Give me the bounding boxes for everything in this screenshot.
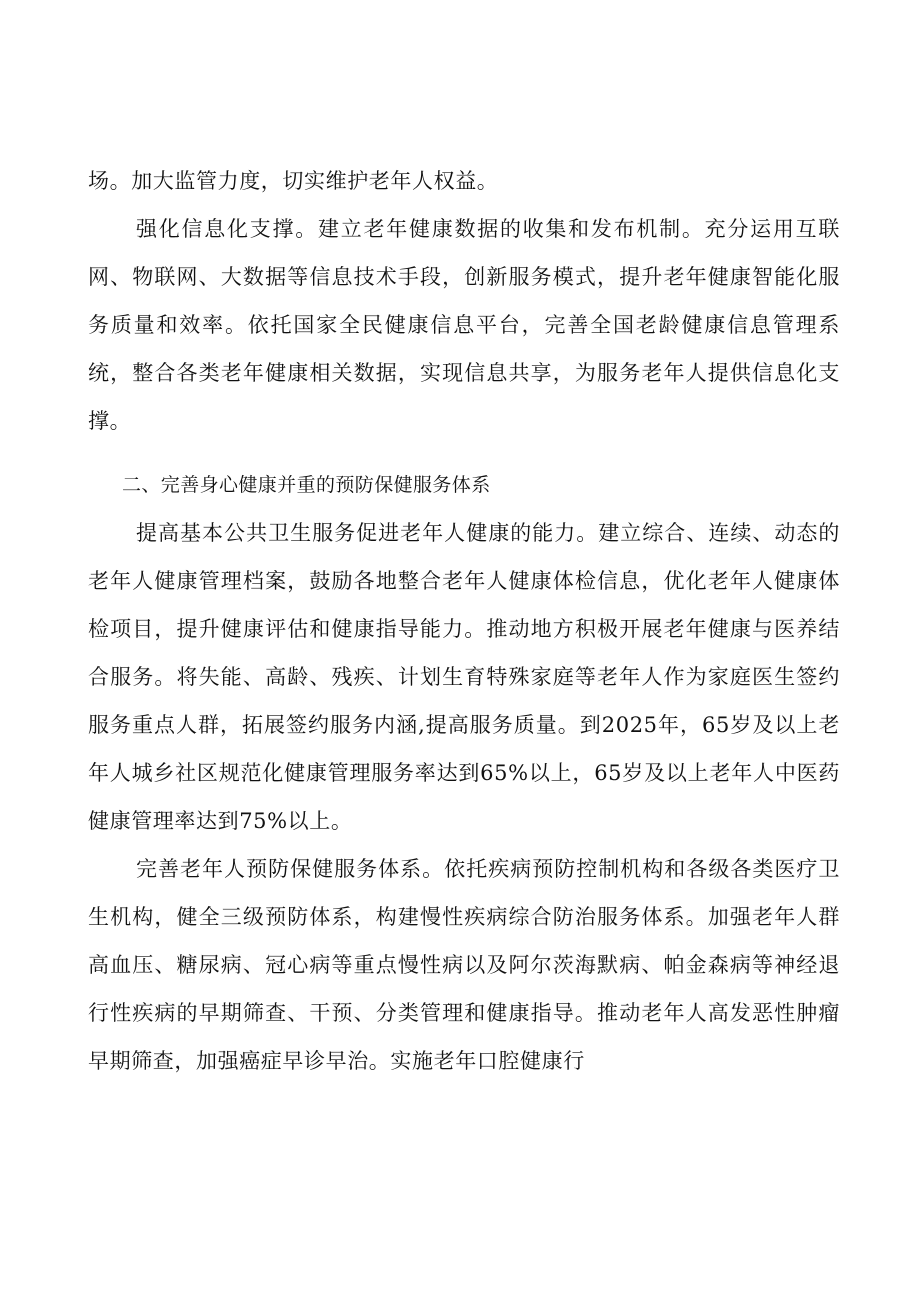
document-body [88, 157, 840, 1085]
paragraph-prevention-system: 完善老年人预防保健服务体系。依托疾病预防控制机构和各级各类医疗卫生机构，健全三级预防体系，构建慢性疾病综合防治服务体系。加强老年人群高血压、糖尿病、冠心病等重点慢性病以及阿尔茨海默病、帕金森病等神经退行性疾病的早期筛查、干预、分类管理和健康指导。推动老年人高发恶性肿瘤早期筛查，加强癌症早诊早治。实施老年口腔健康行 [88, 857, 840, 1073]
paragraph-public-health: 提高基本公共卫生服务促进老年人健康的能力。建立综合、连续、动态的老年人健康管理档案，鼓励各地整合老年人健康体检信息，优化老年人健康体检项目，提升健康评估和健康指导能力。推动地方积极开展老年健康与医养结合服务。将失能、高龄、残疾、计划生育特殊家庭等老年人作为家庭医生签约服务重点人群，拓展签约服务内涵,提高服务质量。到2025年，65岁及以上老年人城乡社区规范化健康管理服务率达到65%以上，65岁及以上老年人中医药健康管理率达到75%以上。 [88, 521, 840, 833]
paragraph-informatization: 强化信息化支撑。建立老年健康数据的收集和发布机制。充分运用互联网、物联网、大数据等信息技术手段，创新服务模式，提升老年健康智能化服务质量和效率。依托国家全民健康信息平台，完善全国老龄健康信息管理系统，整合各类老年健康相关数据，实现信息共享，为服务老年人提供信息化支撑。 [88, 217, 840, 433]
paragraph-gap [88, 445, 840, 461]
paragraph-continuation: 场。加大监管力度，切实维护老年人权益。 [88, 169, 499, 193]
section-heading: 二、完善身心健康并重的预防保健服务体系 [122, 474, 491, 496]
